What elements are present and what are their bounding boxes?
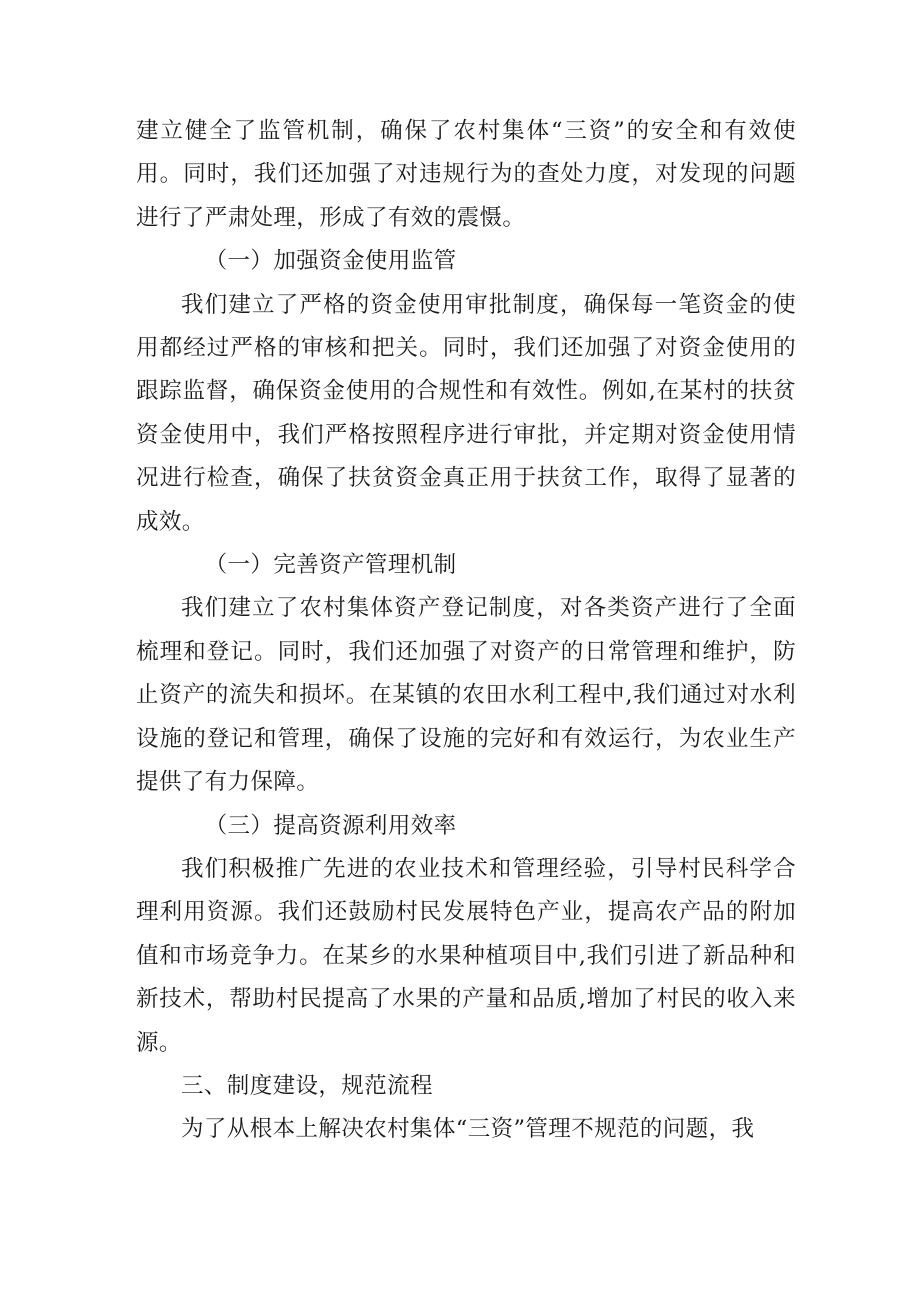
paragraph-resource-efficiency: 我们积极推广先进的农业技术和管理经验，引导村民科学合理利用资源。我们还鼓励村民发展特色产业，提高农产品的附加值和市场竞争力。在某乡的水果种植项目中,我们引进了新品种和新技术，帮助村民提高了水果的产量和品质,增加了村民的收入来源。 (136, 855, 796, 1056)
chapter-heading-system-building: 三、制度建设，规范流程 (181, 1072, 433, 1099)
paragraph-intro: 建立健全了监管机制，确保了农村集体“三资”的安全和有效使用。同时，我们还加强了对违规行为的查处力度，对发现的问题进行了严肃处理，形成了有效的震慑。 (136, 118, 796, 231)
section-heading-resource-efficiency: （三）提高资源利用效率 (204, 812, 457, 839)
document-body (136, 110, 796, 1152)
paragraph-system-building: 为了从根本上解决农村集体“三资”管理不规范的问题，我 (181, 1116, 755, 1143)
section-heading-asset-management: （一）完善资产管理机制 (204, 552, 457, 579)
paragraph-asset-management: 我们建立了农村集体资产登记制度，对各类资产进行了全面梳理和登记。同时，我们还加强了对资产的日常管理和维护，防止资产的流失和损坏。在某镇的农田水利工程中,我们通过对水利设施的登记和管理，确保了设施的完好和有效运行，为农业生产提供了有力保障。 (136, 595, 796, 796)
paragraph-fund-supervision: 我们建立了严格的资金使用审批制度，确保每一笔资金的使用都经过严格的审核和把关。同时，我们还加强了对资金使用的跟踪监督，确保资金使用的合规性和有效性。例如,在某村的扶贫资金使用中，我们严格按照程序进行审批，并定期对资金使用情况进行检查，确保了扶贫资金真正用于扶贫工作，取得了显著的成效。 (136, 291, 796, 535)
section-heading-fund-supervision: （一）加强资金使用监管 (204, 248, 457, 275)
